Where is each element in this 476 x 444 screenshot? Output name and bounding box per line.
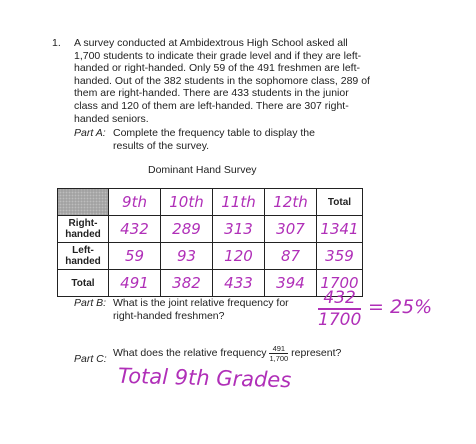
fraction-numerator: 491 [269,344,288,354]
header-cell-11th [213,189,265,216]
header-cell-12th [265,189,317,216]
handwritten-answer-b [318,288,361,330]
row-label: Left-handed [58,243,109,270]
table-cell [109,270,161,297]
table-cell [317,216,363,243]
table-cell [109,216,161,243]
row-label: Right-handed [58,216,109,243]
handwritten-value: 313 [224,219,253,238]
part-c-text-after: represent? [291,347,342,360]
table-cell [317,243,363,270]
handwritten-value: 93 [176,246,197,265]
table-cell [265,270,317,297]
answer-numerator: 432 [318,288,361,310]
part-b-text: What is the joint relative frequency for right-handed freshmen? [113,297,289,322]
table-title: Dominant Hand Survey [148,164,257,176]
handwritten-value: 359 [325,246,354,265]
question-text: A survey conducted at Ambidextrous High School asked all 1,700 students to indicate their grade level and if they are left-handed or right-handed. Only 59 of the 491 freshmen are left-handed. Out of the 382 students in the sophomore class, 289 of them are right-handed. There are 433 students in the junior class and 120 of them are left-handed. There are 307 right-handed seniors. [74,37,370,125]
handwritten-value: 432 [120,219,149,238]
handwritten-value: 1700 [320,273,359,292]
handwritten-header: 10th [169,192,204,211]
part-c-text-before: What does the relative frequency [113,347,267,360]
handwritten-value: 59 [124,246,145,265]
table-row [58,243,363,270]
table-cell [265,243,317,270]
table-cell [213,270,265,297]
part-b-label: Part B: [74,297,107,309]
handwritten-value: 289 [172,219,201,238]
part-a-text: Complete the frequency table to display the results of the survey. [113,127,315,152]
table-header-row [58,189,363,216]
table-cell [161,216,213,243]
handwritten-value: 87 [280,246,301,265]
handwritten-answer-c: Total 9th Grades [117,363,292,393]
relative-frequency-fraction [269,344,288,363]
handwritten-header: 12th [273,192,308,211]
table-cell [213,216,265,243]
handwritten-value: 307 [276,219,305,238]
part-a-label: Part A: [74,127,106,139]
handwritten-value: 382 [172,273,201,292]
handwritten-header: 9th [122,192,147,211]
table-cell [161,243,213,270]
frequency-table [57,188,363,297]
handwritten-value: 1341 [320,219,359,238]
answer-result: = 25% [368,296,433,318]
question-number: 1. [52,37,61,49]
table-row [58,270,363,297]
row-label: Total [58,270,109,297]
header-cell-total: Total [317,189,363,216]
handwritten-value: 120 [224,246,253,265]
hatched-corner-cell [58,189,109,216]
table-row [58,216,363,243]
handwritten-value: 491 [120,273,149,292]
table-cell [213,243,265,270]
handwritten-value: 433 [224,273,253,292]
table-cell [265,216,317,243]
handwritten-header: 11th [221,192,256,211]
part-c-label: Part C: [74,353,107,365]
header-cell-10th [161,189,213,216]
part-c-question [113,344,341,363]
table-cell [109,243,161,270]
header-cell-9th [109,189,161,216]
table-cell [161,270,213,297]
fraction-denominator: 1,700 [269,354,289,363]
answer-denominator: 1700 [318,310,362,330]
handwritten-value: 394 [276,273,305,292]
